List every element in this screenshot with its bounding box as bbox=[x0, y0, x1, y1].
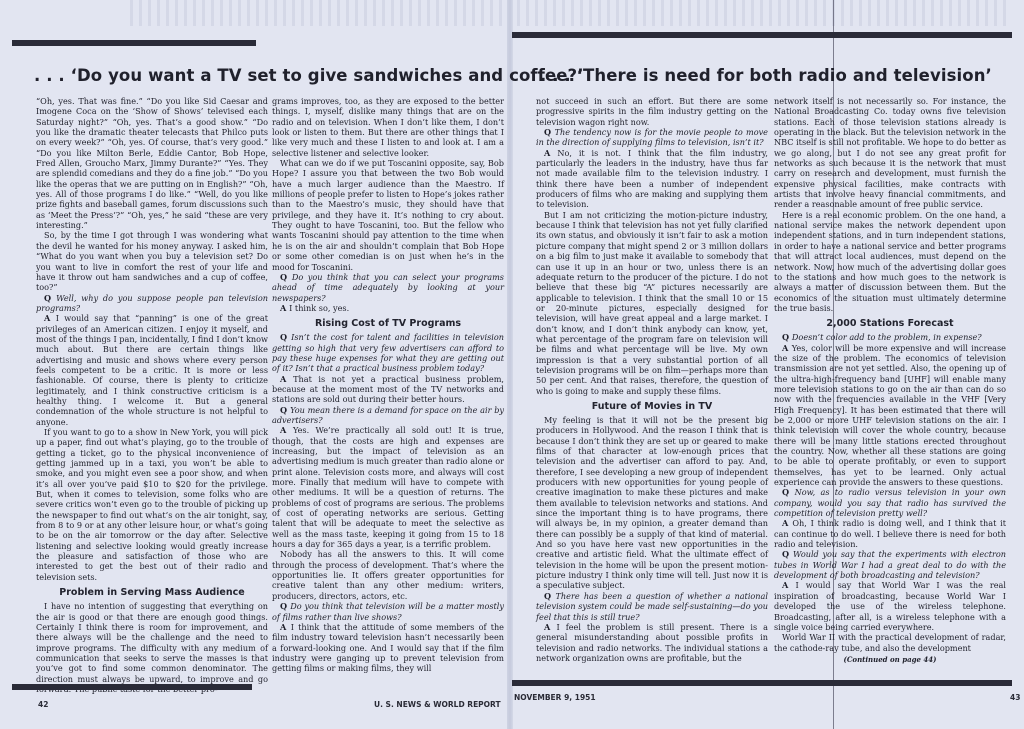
paragraph: So, by the time I got through I was wondering what the devil he wanted for his money anyway. I asked him, “What do you want when you buy a television set? Do you want to live in comfort the rest of your life and have it throw out ham sandwiches and a cup of coffee, too?” bbox=[36, 230, 268, 293]
answer-marker: A bbox=[544, 621, 557, 632]
paragraph: I have no intention of suggesting that everything on the air is good or that there are enough good things. Certainly I think there is room for improvement, and there always will be the challenge and the need to improve programs. The difficulty with any medium of communication that seeks to serve the masses is that you’ve got to find some common denominator. The direction must always be upward, to improve and go bbox=[36, 601, 268, 684]
question-paragraph bbox=[774, 487, 1006, 518]
question-marker: Q bbox=[544, 590, 556, 601]
answer-marker: A bbox=[280, 302, 290, 313]
question-marker: Q bbox=[544, 127, 555, 138]
question-paragraph bbox=[272, 272, 504, 303]
section-heading: Future of Movies in TV bbox=[591, 400, 713, 412]
page-title: . . . ‘There is need for both radio and television’ bbox=[540, 66, 992, 85]
paragraph-text: Oh, I think radio is doing well, and I think that it can continue to do well. I believe there is need for both radio and television. bbox=[774, 518, 1006, 550]
answer-paragraph bbox=[272, 374, 504, 405]
page-number: 43 bbox=[1010, 693, 1021, 702]
answer-paragraph bbox=[272, 303, 504, 313]
paragraph-text: No, it is not. I think that the film industry, particularly the leaders in the industry, have thus far not made available film to the television industry. I think there have been a number of independent producers of films who are making and supplying them to television. bbox=[536, 147, 768, 210]
paragraph: World War II with the practical development of radar, the cathode-ray tube, and also the development bbox=[774, 632, 1006, 653]
answer-paragraph bbox=[272, 622, 504, 674]
answer-paragraph bbox=[36, 313, 268, 427]
section-heading: Problem in Serving Mass Audience bbox=[59, 587, 245, 599]
section-heading: 2,000 Stations Forecast bbox=[826, 318, 954, 330]
question-paragraph bbox=[272, 332, 504, 373]
question-marker: Q bbox=[782, 487, 795, 498]
publication-name: U. S. NEWS & WORLD REPORT bbox=[374, 700, 501, 709]
paragraph-text: Do you think that television will be a matter mostly of films rather than live shows? bbox=[272, 601, 504, 622]
article-column bbox=[536, 96, 768, 663]
paragraph-text: I would say that “panning” is one of the great privileges of an American citizen. I enjoy it myself, and most of the things I pan, incidentally, I find I don’t know much about. But there are certain things like advertising and music and shows where every person feels competent to be a critic. It is more or less fashionable. Of course, there is plenty to criticize legitimately, and I think constructive criticism is a healthy thing. I welcome it. But a general condemnation of the whole structure is not helpful to anyone. bbox=[36, 313, 268, 427]
question-marker: Q bbox=[782, 332, 792, 343]
question-marker: Q bbox=[280, 601, 291, 612]
question-marker: Q bbox=[280, 271, 292, 282]
paragraph-text: Yes, color will be more expensive and will increase the size of the problem. The economics of television transmission are not yet settled. Also, the opening up of the ultra-high-frequency band [UHF] will enable many more television stations to go on the air than can do so now with the frequencies available in the VHF [Very High Frequency]. It has been estimated that there will be 2,000 or more UHF television stations on the air. I think television will cover the whole country, because there will be many little stations erected throughout the country. Now, whether all these stations are going to be able to operate profitably, or even to support themselves, has yet to be learned. Only actual experience can provide the answers to these questions. bbox=[774, 342, 1006, 488]
question-paragraph bbox=[774, 332, 1006, 342]
answer-marker: A bbox=[280, 425, 293, 436]
top-rule bbox=[12, 40, 256, 46]
answer-paragraph bbox=[536, 622, 768, 663]
continued-note: (Continued on page 44) bbox=[843, 654, 937, 664]
paragraph: Here is a real economic problem. On the one hand, a national service makes the network dependent upon independent stations, and in turn independent stations, in order to have a national service and better programs that will attract local audiences, must depend on the network. Now, how much of the advertising dollar goes to the stations and how much goes to the network is always a matter of discussion between them. But the economics of the situation must ultimately determine the true basis. bbox=[774, 209, 1006, 313]
issue-date: NOVEMBER 9, 1951 bbox=[514, 693, 596, 702]
paragraph-text: Do you think that you can select your programs ahead of time adequately by looking at your newspapers? bbox=[272, 271, 504, 303]
question-marker: Q bbox=[782, 549, 794, 560]
paragraph: Nobody has all the answers to this. It will come through the process of development. That’s where the opportunities lie. It offers greater opportunities for creative talent than any other medium: writers, producers, directors, actors, etc. bbox=[272, 549, 504, 601]
paragraph-text: You mean there is a demand for space on the air by advertisers? bbox=[272, 404, 504, 425]
answer-paragraph bbox=[536, 148, 768, 210]
paragraph-text: There has been a question of whether a national television system could be made self-sustaining—do you feel that this is still true? bbox=[536, 590, 768, 622]
paragraph-text: Now, as to radio versus television in your own company, would you say that radio has survived the competition of television pretty well? bbox=[774, 487, 1006, 519]
paragraph-text: Well, why do you suppose people pan television programs? bbox=[36, 292, 268, 313]
article-column bbox=[272, 96, 504, 674]
paragraph-text: Would you say that the experiments with electron tubes in World War I had a great deal to do with the development of both broadcasting and television? bbox=[774, 549, 1006, 581]
answer-paragraph bbox=[774, 518, 1006, 549]
paragraph: If you want to go to a show in New York, you will pick up a paper, find out what’s playing, go to the trouble of getting a ticket, go to the physical inconvenience of getting jammed up in a taxi, you won’t be able to smoke, and you might even see a poor show, and when it’s all over you’ve paid $10 to $20 for the privilege. But, when it comes to television, some folks who are severe critics won’t even go to the trouble of picking up the newspaper to find out what’s on the air tonight, say, from 8 to 9 or at any other leisure hour, or what’s going to be on the air tomorrow or the day after. Selective listening and selective looking would greatly increase the pleasure and satisfaction of those who are interested to get the best out of their radio and television sets. bbox=[36, 427, 268, 582]
paragraph: But I am not criticizing the motion-picture industry, because I think that television has not yet fully clarified its own status, and obviously it isn’t fair to ask a motion picture company that might spend 2 or 3 million dollars on a big film to just make it available to somebody that can use it up in an hour or two, unless there is an adequate return to the producer of the picture. I do not believe that these big “A” pictures necessarily are applicable to television. I think that the small 10 or 15 or 20-minute pictures, especially designed for television, will have great appeal and a large market. I don’t know, and I don’t think anybody can know, yet, what percentage of the program fare on television will be films and what percentage will be live. My own impression is that a very substantial portion of all television programs will be on film—perhaps more than 50 per cent. And that raises, therefore, the question of who is going to make and supply these films. bbox=[536, 209, 768, 396]
question-paragraph bbox=[272, 405, 504, 426]
paragraph-text: The tendency now is for the movie people to move in the direction of supplying films to television, isn’t it? bbox=[536, 127, 768, 148]
answer-marker: A bbox=[544, 147, 558, 158]
paragraph-text: Isn’t the cost for talent and facilities in television getting so high that very few advertisers can afford to pay these huge expenses for what they are getting out of it? Isn’t that a practical business problem today? bbox=[272, 332, 504, 374]
paragraph-text: Yes. We’re practically all sold out! It is true, though, that the costs are high and expenses are increasing, but the impact of television as an advertising medium is much greater than radio alone or print alone. Television costs more, and always will cost more. Finally that medium will have to compete with other mediums. It will be a question of returns. The problems of cost of programs are serious. The problems of cost of operating networks are serious. Getting talent that will be adequate to meet the selective as well as the mass taste, keeping it going from 15 to 18 hours a day for 365 days a year, is a terrific problem. bbox=[272, 425, 505, 550]
answer-paragraph bbox=[272, 425, 504, 549]
answer-paragraph bbox=[774, 580, 1006, 632]
paragraph-text: I think so, yes. bbox=[289, 302, 350, 313]
paragraph-text: That is not yet a practical business problem, because at the moment most of the TV networks and stations are sold out during their better hours. bbox=[272, 373, 504, 405]
article-column bbox=[36, 96, 268, 694]
right-page bbox=[512, 0, 1024, 729]
question-paragraph bbox=[36, 293, 268, 314]
question-marker: Q bbox=[280, 404, 291, 415]
paragraph-text: I would say that World War I was the real inspiration of broadcasting, because World War I developed the use of the wireless telephone. Broadcasting, after all, is a wireless telephone with a single voice being carried everywhere. bbox=[774, 580, 1006, 632]
paragraph: not succeed in such an effort. But there are some progressive spirits in the film industry getting on the television wagon right now. bbox=[536, 96, 768, 127]
question-paragraph bbox=[272, 601, 504, 622]
question-paragraph bbox=[536, 591, 768, 622]
paragraph: network itself is not necessarily so. For instance, the National Broadcasting Co. today owns five television stations. Each of those television stations already is operating in the black. But the television network in the NBC itself is still not profitable. We hope to do better as we go along, but I do not see any great profit for networks as such because it is the network that must carry on research and development, must furnish the expensive physical facilities, make contracts with artists that involve heavy financial commitments, and render a reasonable amount of free public service. bbox=[774, 96, 1006, 210]
paragraph: “Oh, yes. That was fine.” “Do you like Sid Caesar and Imogene Coca on the ‘Show of Shows’ televised each Saturday night?” “Oh, yes. That’s a good show.” “Do you like the dramatic theater telecasts that Philco puts on every week?” “Oh, yes. Of course, that’s very good.” “Do you like Milton Berle, Eddie Cantor, Bob Hope, Fred Allen, Groucho Marx, Jimmy Durante?” “Yes. They are splendid comedians and they do a fine job.” “Do you like the operas that we are putting on in English?” “Oh, yes. All of those programs I do like.” “Well, do you like prize fights and baseball games, forum discussions such as ‘Meet the Press’?” “Oh, yes,” he said “these are very interesting.” bbox=[36, 96, 268, 231]
question-paragraph bbox=[774, 549, 1006, 580]
paragraph: grams improves, too, as they are exposed to the better things. I, myself, dislike many things that are on the radio and on television. When I don’t like them, I don’t look or listen to them. But there are other things that I like very much and these I listen to and look at. I am a selective listener and selective looker. bbox=[272, 96, 504, 158]
section-heading: Rising Cost of TV Programs bbox=[314, 318, 462, 330]
question-marker: Q bbox=[280, 332, 292, 343]
answer-marker: A bbox=[782, 342, 792, 353]
answer-marker: A bbox=[782, 518, 793, 529]
article-column bbox=[774, 96, 1006, 665]
paragraph: What can we do if we put Toscanini opposite, say, Bob Hope? I assure you that between the two Bob would have a much larger audience than the Maestro. If millions of people prefer to listen to Hope’s jokes rather than to the Maestro’s music, they should have that privilege, and they have it. It’s nothing to cry about. They ought to have Toscanini, too. But the fellow who wants Toscanini should pay attention to the time when he is on the air and shouldn’t complain that Bob Hope or some other comedian is on just when he’s in the mood for Toscanini. bbox=[272, 158, 504, 272]
answer-marker: A bbox=[280, 621, 291, 632]
bottom-rule bbox=[512, 680, 1012, 686]
bottom-rule bbox=[12, 684, 252, 690]
paragraph: My feeling is that it will not be the present big producers in Hollywood. And the reason I think that is because I don’t think they are set up or geared to make films of that character at low-enough prices that television and the advertiser can afford to pay. And, therefore, I see developing a new group of independent producers with new opportunities for young people of creative imagination to make these pictures and make them available to television networks and stations. And since the important thing is to have programs, there will always be, in my opinion, a greater demand than there can possibly be a supply of that kind of material. And so you have here vast new opportunities in the creative and artistic field. What the ultimate effect of television in the home will be upon the present motion-picture industry I think only time will tell. Just now it is a speculative subject. bbox=[536, 414, 768, 591]
answer-marker: A bbox=[782, 580, 796, 591]
page-title: . . . ‘Do you want a TV set to give sandwiches and coffee?’ bbox=[34, 66, 584, 85]
paragraph-text: Doesn’t color add to the problem, in expense? bbox=[791, 332, 982, 343]
question-marker: Q bbox=[44, 292, 57, 303]
question-paragraph bbox=[536, 127, 768, 148]
paragraph-text: I think that the attitude of some members of the film industry toward television hasn’t necessarily been a forward-looking one. And I would say that if the film industry were ganging up to prevent television from getting films or making films, they will bbox=[272, 621, 504, 674]
answer-marker: A bbox=[280, 373, 294, 384]
answer-paragraph bbox=[774, 343, 1006, 488]
top-rule bbox=[512, 32, 1012, 38]
page-number: 42 bbox=[38, 700, 49, 709]
paragraph-text: I feel the problem is still present. There is a general misunderstanding about possible profits in television and radio networks. The individual stations a network organization owns are profitable, but the bbox=[536, 621, 768, 663]
answer-marker: A bbox=[44, 313, 56, 324]
